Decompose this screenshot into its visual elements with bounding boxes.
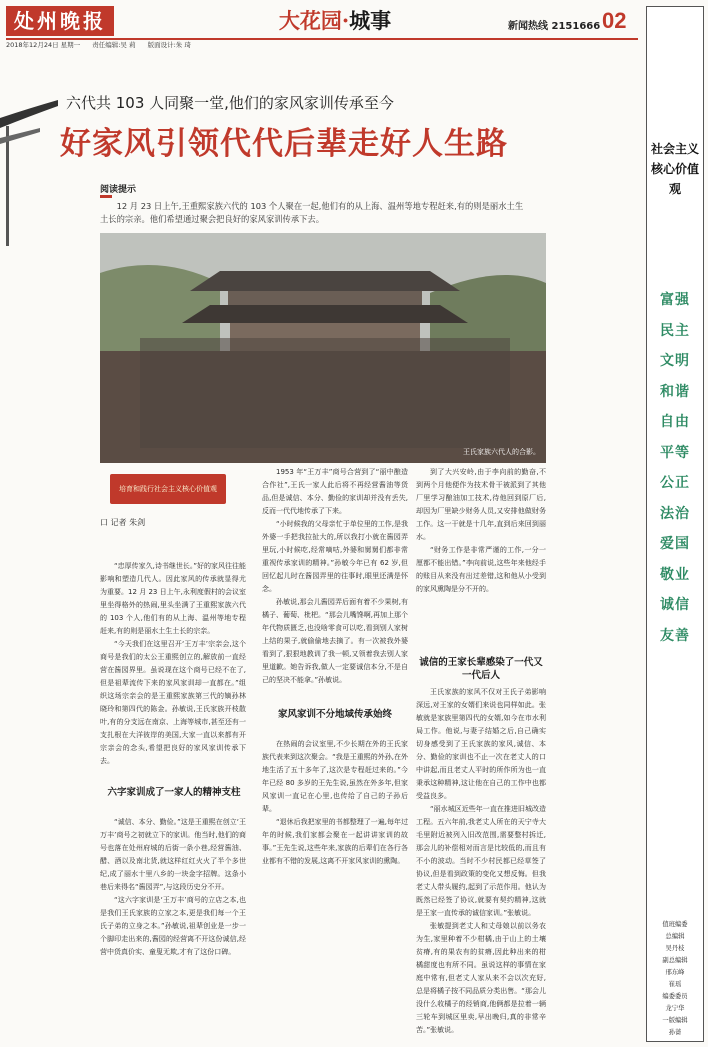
editor-line: 总编辑 xyxy=(665,933,685,940)
editor-line: 一版编辑 xyxy=(662,1017,688,1024)
newspaper-logo: 处州晚报 xyxy=(6,6,114,36)
core-value-item: 富强 xyxy=(660,292,690,308)
family-group-photo xyxy=(100,233,546,463)
editor-line: 龙宁华 xyxy=(665,1005,685,1012)
core-values-sidebar xyxy=(646,6,704,1042)
editor-line: 副总编辑 xyxy=(662,957,688,964)
page-number: 02 xyxy=(602,8,627,33)
core-value-item: 文明 xyxy=(660,353,690,369)
article-headline: 好家风引领代代后辈走好人生路 xyxy=(60,126,508,162)
paragraph: “丽水城区近些年一直在推进旧城改造工程。五六年前,我老丈人所在的天宁寺大毛里附近被列入旧改范围,需要整村拆迁,那会儿的补偿相对而言是比较低的,而且有不小的波动。当时不少村民都已经草签了协议,但是看到政策的变化又想反悔。但我老丈人带头履约,起到了示范作用。他认为既然已经签了协议,就要有契约精神,这就是王家一直传承的诚信家训。”张敏说。 xyxy=(416,805,546,917)
paragraph: “财务工作是非常严谨的工作,一分一厘都不能出错。”李向前说,这些年来他经手的账目从来没有出过差错,这和他从小受到的家风熏陶是分不开的。 xyxy=(416,546,546,593)
paragraph: “小时候我的父母亲忙于单位里的工作,是我外婆一手把我拉扯大的,所以我打小就在酱园弄里玩,小时候吃,经常嘀咕,外婆和舅舅们都非常重视传承家训的精神。”孙敏今年已有 62 岁,但回忆起儿时在酱园弄里的往事时,眼里还满是怀念。 xyxy=(262,520,408,593)
decorative-eaves-icon xyxy=(0,98,60,248)
section-title-part-b: 城事 xyxy=(349,8,392,33)
paragraph: “诚信、本分、勤俭。”这是王重熙在创立‘王万丰’商号之初就立下的家训。他当时,他们的商号也落在处州府城的后街一条小巷,经营酱油、醋、酒以及南北货,就这样红红火火了半个多世纪,成了丽水十里八乡的一块金字招牌。这条小巷后来得名“酱园弄”,与这段历史分不开。 xyxy=(100,818,246,891)
photo-illustration-icon xyxy=(100,233,546,463)
byline: 口 记者 朱剑 xyxy=(100,518,146,527)
core-value-item: 敬业 xyxy=(660,566,690,583)
paragraph: “今天我们在这里召开‘王万丰’宗亲会,这个商号是我们的太公王重熙创立的,解放前一直经营在酱园界里。虽说现在这个商号已经不在了,但是祖辈流传下来的家风家训却一直都在。”组织这场宗亲会的是王重熙家族第三代的嫡孙林晓玲和第四代的陈金。孙敏说,王氏家族开枝散叶,有的分支远在南京、上海等城市,甚至还有一支扎根在大洋彼岸的美国,大家一直以来都有开宗亲会的念头,希望把良好的家风家训传承下去。 xyxy=(100,640,246,765)
article-column-3-lower xyxy=(416,686,546,1042)
photo-caption: 王氏家族六代人的合影。 xyxy=(463,448,540,456)
editor-line: 值班编委 xyxy=(662,921,688,928)
issue-date: 2018年12月24日 星期一 xyxy=(6,41,81,49)
lead-text: 12 月 23 日上午,王重熙家族六代的 103 个人聚在一起,他们有的从上海、温州等地专程赶来,有的则是丽水土生土长的宗亲。他们希望通过聚会把良好的家风家训传承下去。 xyxy=(100,201,524,224)
core-values-list xyxy=(651,285,699,651)
article-column-1-lower xyxy=(100,816,246,1042)
paragraph: 张敏提到老丈人和丈母娘以前以务农为生,家里种着不少柑橘,由于山上的土壤贫瘠,有的果农有的贫瘠,因此种出来的柑橘甜度也有所不同。虽说这样的事情在家庭中常有,但老丈人家从来不会以次充好,总是将橘子按不同品质分类出售。“那会儿没什么收橘子的经销商,他俩都是拉着一辆三轮车到城区里卖,早出晚归,真的非常辛苦。”张敏说。 xyxy=(416,922,546,1034)
article-kicker: 六代共 103 人同聚一堂,他们的家风家训传承至今 xyxy=(66,94,394,112)
news-hotline: 新闻热线 2151666 xyxy=(508,21,601,32)
issue-meta-line xyxy=(6,38,638,50)
subheading-honest-elders: 诚信的王家长辈感染了一代又一代后人 xyxy=(419,657,543,681)
lead-label: 阅读提示 xyxy=(100,185,137,195)
core-value-item: 诚信 xyxy=(660,597,690,613)
article-column-2-lower xyxy=(262,738,408,1042)
core-value-item: 自由 xyxy=(660,414,690,430)
core-value-item: 友善 xyxy=(660,627,690,644)
section-title-part-a: 大花园· xyxy=(278,8,350,33)
core-values-badge: 培育和践行社会主义核心价值观 xyxy=(110,474,226,504)
paragraph: 到了大兴安岭,由于李向前的勤奋,不到两个月他便作为技术骨干被派到了其他厂里学习酿油加工技术,待他回到原厂后,却因为厂里缺少财务人员,又安排他做财务工作。这一干就是十几年,直到后来回到丽水。 xyxy=(416,468,546,541)
editor-line: 孙蔷 xyxy=(668,1029,682,1036)
masthead xyxy=(0,0,640,50)
paragraph: “退休后我把家里的书都整理了一遍,每年过年的时候,我们家都会聚在一起讲讲家训的故事。”王先生说,这些年来,家族的后辈们在各行各业都有不错的发展,这离不开家风家训的熏陶。 xyxy=(262,818,408,865)
editor-line: 吴丹枝 xyxy=(665,945,685,952)
responsible-editor: 责任编辑:吴 莉 xyxy=(92,41,136,49)
core-value-item: 平等 xyxy=(660,444,690,461)
subheading-tradition-across-regions: 家风家训不分地域传承始终 xyxy=(277,709,392,720)
core-value-item: 公正 xyxy=(660,475,690,491)
paragraph: 孙敏说,那会儿酱园弄后面有着不少果树,有橘子、葡萄、枇杷。“那会儿嘴馋啊,再加上那个年代物质匮乏,也没啥零食可以吃,看到别人家树上结的果子,就偷偷地去摘了。有一次被我外婆看到了,狠狠地教训了我一顿,又领着我去别人家里道歉。她告诉我,做人一定要诚信本分,不是自己的坚决不能拿。”孙敏说。 xyxy=(262,598,408,684)
editor-line: 邢东峰 xyxy=(665,969,685,976)
paragraph: “这六字家训是‘王万丰’商号的立店之本,也是我们王氏家族的立家之本,更是我们每一个王氏子弟的立身之本。”孙敏说,祖辈创业是一步一个脚印走出来的,酱园的经营离不开这份诚信,经营中货真价实、童叟无欺,才有了这份口碑。 xyxy=(100,896,246,956)
core-value-item: 和谐 xyxy=(660,383,690,400)
core-value-item: 法治 xyxy=(660,505,690,522)
layout-designer: 版面设计:朱 琦 xyxy=(147,41,191,49)
editor-line: 编委委员 xyxy=(662,993,688,1000)
core-value-item: 爱国 xyxy=(660,536,690,552)
editor-credits xyxy=(651,919,699,1039)
editor-line: 崔瑶 xyxy=(668,981,682,988)
paragraph: “忠厚传家久,诗书继世长。”好的家风往往能影响和塑造几代人。因此家风的传承就显得尤为重要。12 月 23 日上午,永利度假村的会议室里坐得格外的热闹,里头坐满了王重熙家族六代的 103 个人,他们有的从上海、温州等地专程赶来,有的则是丽水土生土长的宗亲。 xyxy=(100,562,246,635)
paragraph: 王氏家族的家风不仅对王氏子弟影响深远,对王家的女婿们来说也同样如此。张敏就是家族里第四代的女婿,如今在市水利局工作。他说,与妻子结婚之后,自己确实切身感受到了王氏家族的家风,诚信、本分、勤俭的家训也不止一次在老丈人的口中讲起,而且老丈人平时的所作所为也一直秉承这种精神,这让他在自己的工作中也都受益良多。 xyxy=(416,688,546,800)
paragraph: 在热闹的会议室里,不少长期在外的王氏家族代表来到这次聚会。“我是王重熙的外孙,在外地生活了五十多年了,这次是专程赶过来的。”今年已经 80 多岁的王先生说,虽然在外多年,但家风家训一直记在心里,也传给了自己的子孙后辈。 xyxy=(262,740,408,813)
core-value-item: 民主 xyxy=(660,322,690,339)
lead-marker xyxy=(100,195,112,198)
sidebar-title: 社会主义核心价值观 xyxy=(651,142,700,196)
section-title xyxy=(250,6,420,36)
subheading-six-word-motto: 六字家训成了一家人的精神支柱 xyxy=(107,787,241,798)
paragraph: 1953 年“王万丰”商号合营到了“丽中酿造合作社”,王氏一家人此后将不再经营酱油等货品,但是诚信、本分、勤俭的家训却并没有丢失,反而一代代地传承了下来。 xyxy=(262,468,408,515)
